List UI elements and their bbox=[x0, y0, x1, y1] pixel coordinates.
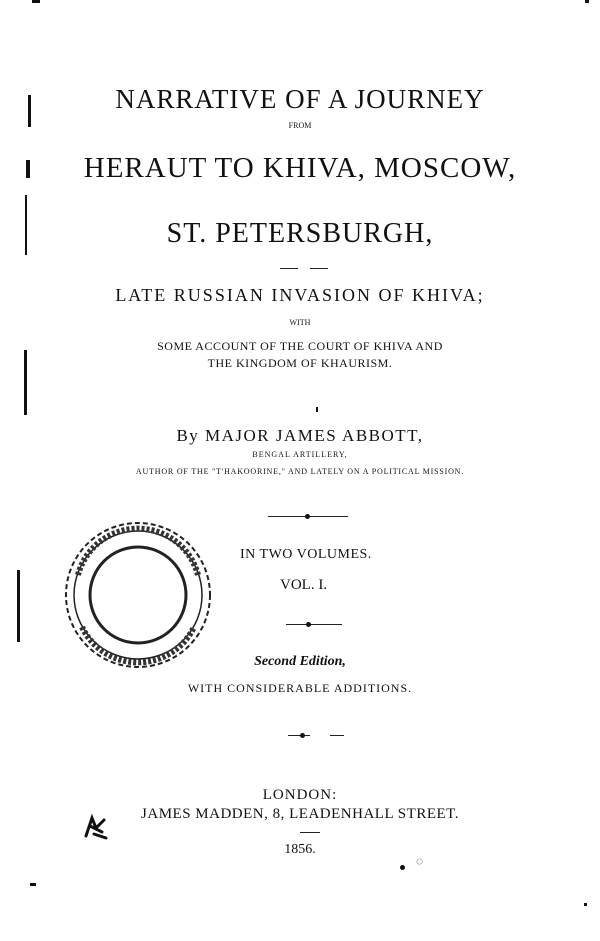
author-regiment: BENGAL ARTILLERY, bbox=[252, 450, 348, 459]
imprint-year: 1856. bbox=[284, 842, 316, 857]
title-ornament bbox=[310, 268, 328, 269]
volume-count: IN TWO VOLUMES. bbox=[240, 547, 372, 562]
volume-number: VOL. I. bbox=[280, 577, 328, 593]
ornamental-rule-dot bbox=[306, 622, 311, 627]
imprint-city: LONDON: bbox=[262, 787, 338, 803]
speck bbox=[316, 407, 318, 412]
speck: ◌ bbox=[416, 854, 424, 868]
scan-mark bbox=[17, 570, 20, 642]
title-connector-with: WITH bbox=[289, 318, 311, 327]
speck bbox=[400, 865, 405, 870]
ornamental-rule bbox=[288, 735, 310, 736]
year-rule bbox=[300, 832, 320, 833]
signature-mark bbox=[80, 812, 110, 842]
ornamental-rule bbox=[330, 735, 344, 736]
title-ornament bbox=[280, 268, 298, 269]
subtitle-line-2: THE KINGDOM OF KHAURISM. bbox=[207, 356, 393, 370]
subtitle-line-1: SOME ACCOUNT OF THE COURT OF KHIVA AND bbox=[157, 339, 443, 353]
speck bbox=[584, 903, 587, 906]
library-stamp bbox=[58, 515, 218, 675]
title-line-3: ST. PETERSBURGH, bbox=[166, 218, 434, 249]
title-line-2: HERAUT TO KHIVA, MOSCOW, bbox=[83, 152, 517, 184]
ornamental-rule-dot bbox=[300, 733, 305, 738]
speck bbox=[30, 883, 36, 886]
author-name: By MAJOR JAMES ABBOTT, bbox=[176, 426, 424, 445]
scan-mark bbox=[32, 0, 40, 3]
edition-name: Second Edition, bbox=[254, 654, 346, 669]
author-credits: AUTHOR OF THE "T'HAKOORINE," AND LATELY ON A POLITICAL MISSION. bbox=[135, 467, 465, 476]
ornamental-rule-dot bbox=[305, 514, 310, 519]
ornamental-rule bbox=[286, 624, 342, 625]
title-line-4: LATE RUSSIAN INVASION OF KHIVA; bbox=[115, 285, 485, 305]
title-line-1: NARRATIVE OF A JOURNEY bbox=[115, 84, 485, 114]
title-connector-from: FROM bbox=[288, 121, 312, 130]
imprint-publisher: JAMES MADDEN, 8, LEADENHALL STREET. bbox=[141, 806, 459, 822]
scan-mark bbox=[585, 0, 589, 3]
edition-note: WITH CONSIDERABLE ADDITIONS. bbox=[187, 681, 413, 695]
